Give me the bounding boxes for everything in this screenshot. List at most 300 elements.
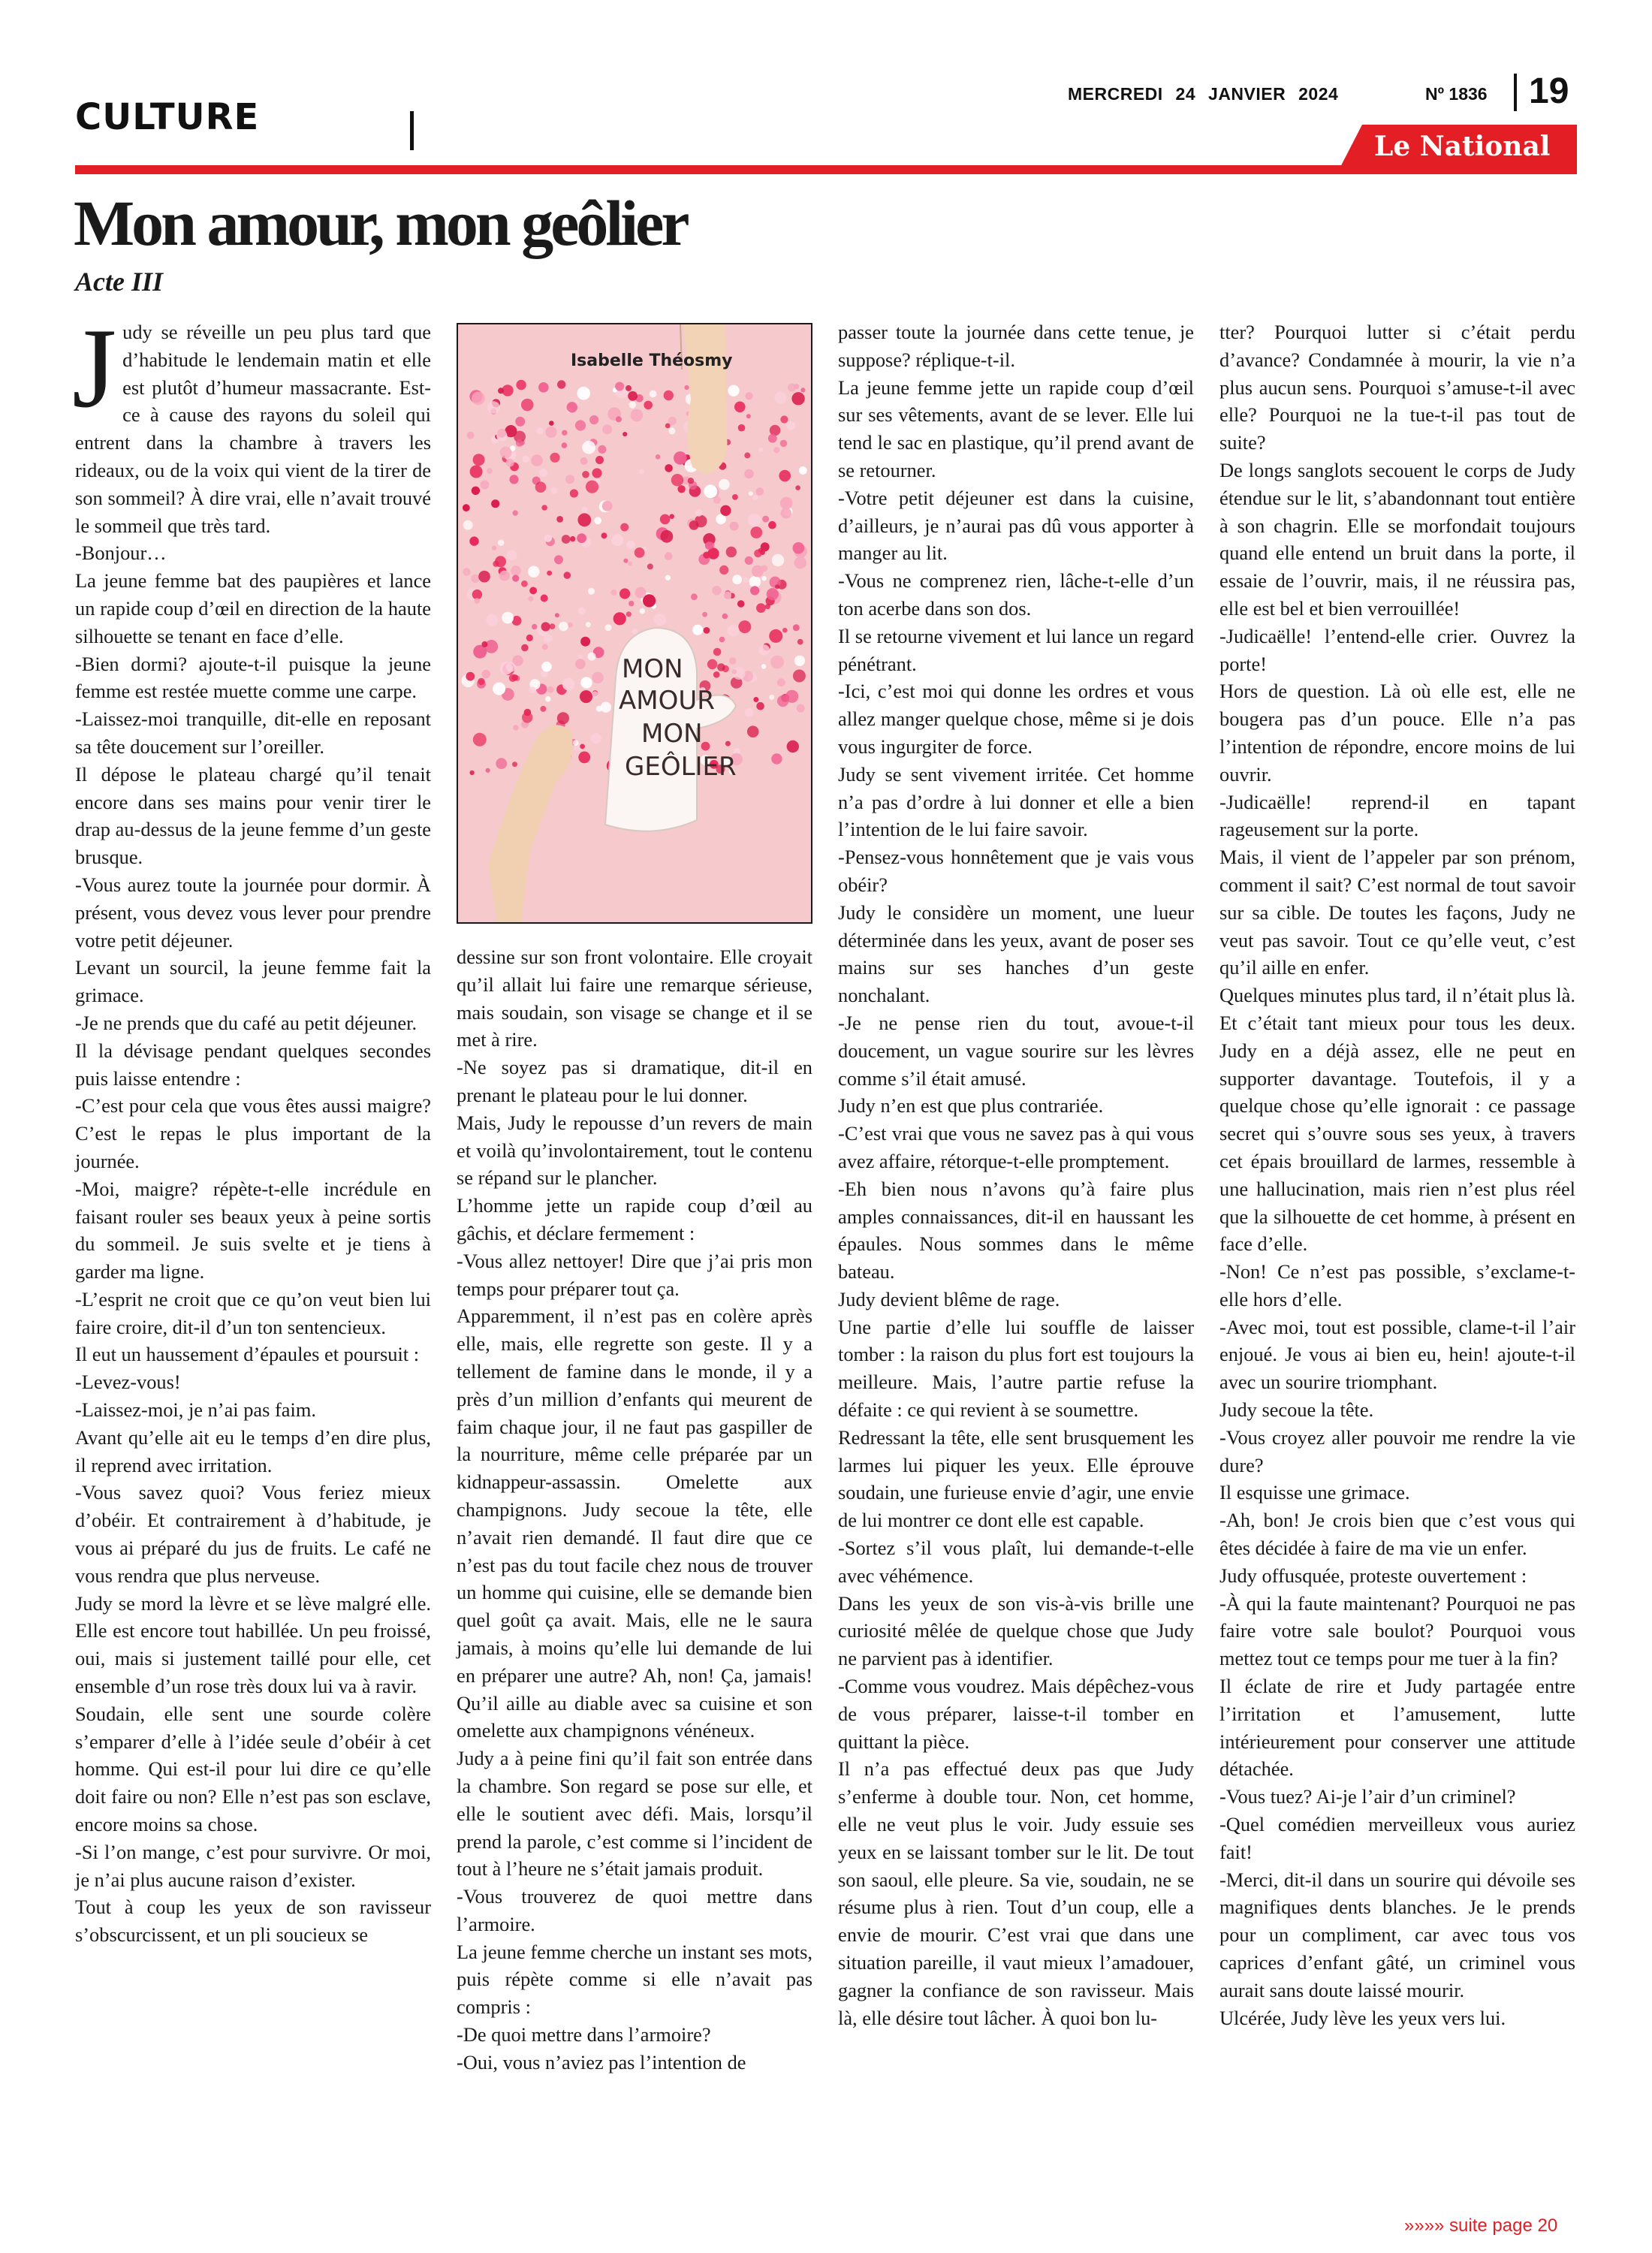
- flower-petal: [671, 474, 683, 486]
- flower-petal: [692, 625, 703, 635]
- article-paragraph: Il esquisse une grimace.: [1219, 1481, 1410, 1504]
- flower-petal: [539, 469, 547, 477]
- article-paragraph: Une partie d’elle lui souffle de laisser tomber : la raison du plus fort est toujours la meilleure. Mais, l’autre partie refuse la défaite : ce qui revient à se soumettre.: [838, 1315, 1194, 1422]
- article-paragraph: -Judicaëlle! reprend-il en tapant rageusement sur la porte.: [1219, 790, 1575, 841]
- article-paragraph: [72, 305, 431, 539]
- flower-petal: [758, 644, 770, 656]
- article-paragraph: Il dépose le plateau chargé qu’il tenait encore dans ses mains pour venir tirer le drap au-dessus de la jeune femme d’un geste brusque.: [75, 762, 431, 869]
- cover-title-line-4: GEÔLIER: [625, 752, 737, 782]
- flower-petal: [582, 507, 588, 513]
- article-paragraph: -Merci, dit-il dans un sourire qui dévoile ses magnifiques dents blanches. Je le prends pour un compliment, car avec tous vos caprices d’enfant gâté, un criminel vous aurait sans doute laissé mourir.: [1219, 1868, 1575, 2001]
- issue-date: MERCREDI 24 JANVIER 2024: [1068, 84, 1339, 104]
- flower-petal: [521, 644, 529, 652]
- flower-petal: [580, 690, 592, 703]
- flower-petal: [592, 468, 601, 478]
- flower-petal: [745, 556, 753, 565]
- flower-petal: [528, 596, 533, 602]
- flower-petal: [502, 612, 514, 624]
- flower-petal: [507, 550, 517, 560]
- article-paragraph: -C’est vrai que vous ne savez pas à qui vous avez affaire, rétorque-t-elle promptement.: [838, 1122, 1194, 1172]
- flower-petal: [737, 600, 745, 608]
- article-paragraph: -Oui, vous n’aviez pas l’intention de: [457, 2050, 746, 2074]
- flower-petal: [580, 744, 585, 749]
- article-paragraph: -Pensez-vous honnêtement que je vais vous obéir?: [838, 846, 1194, 896]
- flower-petal: [481, 481, 490, 490]
- flower-petal: [602, 424, 612, 434]
- article-paragraph: De longs sanglots secouent le corps de Judy étendue sur le lit, s’abandonnant tout entière à son chagrin. Elle se morfondait toujours quand elle entend un bruit dans la porte, il essaie de l’ouvrir, mais, il ne réussira pas, elle est bel et bien verrouillée!: [1219, 458, 1575, 620]
- flower-petal: [556, 516, 563, 523]
- flower-petal: [491, 499, 499, 508]
- flower-petal: [487, 468, 493, 474]
- cover-title-line-3: MON: [641, 719, 703, 749]
- flower-petal: [754, 550, 762, 558]
- flower-petal: [529, 587, 537, 595]
- flower-petal: [674, 451, 687, 465]
- flower-petal: [521, 581, 528, 587]
- flower-petal: [472, 487, 480, 495]
- flower-petal: [601, 702, 611, 713]
- issue-number: Nº 1836: [1425, 84, 1488, 104]
- flower-petal: [492, 546, 496, 550]
- flower-petal: [635, 547, 645, 558]
- flower-petal: [616, 416, 622, 422]
- article-paragraph: -Vous savez quoi? Vous feriez mieux d’obéir. Et contrairement à d’habitude, je vous ai préparé du jus de fruits. Le café ne vous rendra que plus nerveuse.: [75, 1481, 431, 1587]
- article-paragraph: Il n’a pas effectué deux pas que Judy s’enferme à double tour. Non, cet homme, elle ne veut plus le voir. Judy essuie ses yeux en se laissant tomber sur le lit. De tout son saoul, elle pleure. Sa vie, soudain, ne se résume plus à rien. Tout d’un coup, elle a envie de mourir. C’est vrai que dans une situation pareille, il vaut mieux l’amadouer, gagner la confiance de son ravisseur. Mais là, elle désire tout lâcher. À quoi bon lu-: [838, 1757, 1194, 2029]
- flower-petal: [601, 532, 607, 538]
- flower-petal: [773, 447, 779, 453]
- flower-petal: [568, 623, 573, 628]
- flower-petal: [644, 401, 653, 410]
- flower-petal: [526, 635, 533, 641]
- flower-petal: [545, 696, 551, 702]
- flower-petal: [722, 614, 728, 620]
- flower-petal: [578, 608, 586, 615]
- flower-petal: [650, 391, 657, 398]
- flower-petal: [473, 733, 487, 746]
- flower-petal: [466, 672, 475, 681]
- article-paragraph: La jeune femme bat des paupières et lance un rapide coup d’œil en direction de la haute silhouette se tenant en face d’elle.: [75, 569, 431, 647]
- flower-petal: [493, 561, 499, 567]
- flower-petal: [472, 392, 485, 406]
- flower-petal: [732, 669, 737, 674]
- flower-petal: [564, 572, 571, 579]
- flower-petal: [469, 771, 474, 775]
- article-paragraph: -À qui la faute maintenant? Pourquoi ne pas faire votre sale boulot? Pourquoi vous mettez tout ce temps pour me tuer à la fin?: [1219, 1591, 1575, 1670]
- flower-petal: [749, 491, 753, 496]
- article-paragraph: -L’esprit ne croit que ce qu’on veut bien lui faire croire, dit-il d’un ton sentencieux.: [75, 1287, 431, 1338]
- flower-petal: [573, 740, 579, 746]
- flower-petal: [753, 697, 758, 702]
- flower-petal: [605, 624, 612, 631]
- flower-petal: [730, 522, 739, 531]
- flower-petal: [777, 678, 785, 686]
- flower-petal: [661, 530, 674, 543]
- flower-petal: [746, 414, 751, 418]
- flower-petal: [780, 415, 788, 423]
- article-paragraph: tter? Pourquoi lutter si c’était perdu d’avance? Condamnée à mourir, la vie n’a plus aucun sens. Pourquoi s’amuse-t-il avec elle? Pourquoi ne la tue-t-il pas tout de suite?: [1219, 321, 1575, 454]
- flower-petal: [626, 540, 635, 549]
- flower-petal: [719, 566, 728, 575]
- article-paragraph: Apparemment, il n’est pas en colère après elle, mais, elle regrette son geste. Il y a tellement de famine dans le monde, il y a près d’un million d’enfants qui meurent de faim chaque jour, il ne faut pas gaspiller de la nourriture, même celle préparée par un kidnappeur-assassin. Omelette aux champignons. Judy secoue la tête, elle n’avait rien demandé. Il faut dire que ce n’est pas du tout facile chez nous de trouver un homme qui cuisine, elle se demande bien quel goût ça avait. Mais, elle ne le saura jamais, à moins qu’elle lui demande de lui en préparer une autre? Ah, non! Ça, jamais! Qu’il aille au diable avec sa cuisine et son omelette aux champignons vénéneux.: [457, 1304, 812, 1742]
- flower-petal: [555, 613, 559, 617]
- flower-petal: [540, 706, 546, 712]
- flower-petal: [628, 561, 632, 566]
- flower-petal: [762, 516, 769, 523]
- flower-petal: [549, 421, 554, 426]
- flower-petal: [799, 466, 807, 475]
- section-separator: [410, 111, 414, 150]
- flower-petal: [794, 656, 805, 666]
- flower-petal: [793, 624, 800, 631]
- flower-petal: [513, 510, 518, 515]
- flower-petal: [797, 639, 803, 645]
- flower-petal: [626, 385, 632, 391]
- article-paragraph: Judy n’en est que plus contrariée.: [838, 1094, 1104, 1117]
- article-paragraph: -Eh bien nous n’avons qu’à faire plus amples connaissances, dit-il en haussant les épaules. Nous sommes dans le même bateau.: [838, 1177, 1194, 1283]
- article-paragraph: -Je ne prends que du café au petit déjeuner.: [75, 1011, 418, 1034]
- article-paragraph: Ulcérée, Judy lève les yeux vers lui.: [1219, 2006, 1506, 2029]
- flower-petal: [704, 484, 717, 498]
- flower-petal: [788, 384, 796, 392]
- flower-petal: [713, 496, 721, 504]
- flower-petal: [532, 624, 537, 629]
- flower-petal: [688, 478, 694, 484]
- flower-petal: [506, 459, 514, 467]
- flower-petal: [705, 541, 713, 550]
- flower-petal: [499, 571, 510, 581]
- article-paragraph: Dans les yeux de son vis-à-vis brille une curiosité mêlée de quelque chose que Judy ne parvient pas à identifier.: [838, 1591, 1194, 1670]
- flower-petal: [588, 653, 596, 661]
- flower-petal: [550, 453, 559, 463]
- flower-petal: [689, 520, 699, 530]
- flower-petal: [770, 656, 784, 669]
- flower-petal: [586, 622, 591, 627]
- article-column-3: [838, 318, 1194, 2031]
- article-paragraph: -Comme vous voudrez. Mais dépêchez-vous de vous préparer, laisse-t-il tomber en quittant la pièce.: [838, 1675, 1194, 1753]
- flower-petal: [544, 635, 552, 643]
- flower-petal: [602, 501, 613, 511]
- article-paragraph: Hors de question. Là où elle est, elle ne bougera pas d’un pouce. Elle n’a pas l’intention de répondre, encore moins de lui ouvrir.: [1219, 680, 1575, 786]
- flower-petal: [738, 620, 751, 633]
- flower-petal: [684, 385, 689, 390]
- flower-petal: [758, 448, 763, 452]
- flower-petal: [769, 695, 774, 700]
- article-paragraph: Il éclate de rire et Judy partagée entre l’irritation et l’amusement, lutte intérieurement pour conserver une attitude détachée.: [1219, 1675, 1575, 1781]
- flower-petal: [780, 497, 793, 510]
- article-paragraph: -Ici, c’est moi qui donne les ordres et vous allez manger quelque chose, même si je dois vous ingurgiter de force.: [838, 680, 1194, 758]
- flower-petal: [580, 677, 592, 688]
- flower-petal: [728, 385, 739, 397]
- flower-petal: [550, 487, 557, 494]
- article-paragraph: Judy a à peine fini qu’il fait son entrée dans la chambre. Son regard se pose sur elle, et elle le soutient avec défi. Mais, lorsqu’il prend la parole, c’est comme si l’incident de tout à l’heure ne s’était jamais produit.: [457, 1747, 812, 1881]
- flower-petal: [473, 454, 485, 466]
- article-column-4: [1219, 318, 1575, 2031]
- cover-title-line-2: AMOUR: [619, 686, 715, 716]
- flower-petal: [469, 536, 478, 545]
- flower-petal: [756, 487, 764, 496]
- page-number: 19: [1529, 71, 1569, 111]
- flower-petal: [567, 402, 577, 412]
- flower-petal: [516, 380, 526, 390]
- flower-petal: [629, 601, 634, 606]
- flower-petal: [665, 552, 673, 560]
- flower-petal: [613, 612, 626, 625]
- flower-petal: [463, 520, 473, 530]
- article-paragraph: Avant qu’elle ait eu le temps d’en dire plus, il reprend avec irritation.: [75, 1425, 431, 1476]
- flower-petal: [511, 566, 521, 576]
- article-title: Mon amour, mon geôlier: [74, 187, 687, 259]
- article-paragraph: -Ne soyez pas si dramatique, dit-il en prenant le plateau pour le lui donner.: [457, 1056, 812, 1106]
- article-paragraph: Judy le considère un moment, une lueur déterminée dans les yeux, avant de poser ses mains sur ses hanches d’un geste nonchalant.: [838, 900, 1194, 1007]
- flower-petal: [591, 733, 601, 743]
- article-paragraph: -De quoi mettre dans l’armoire?: [457, 2023, 711, 2046]
- flower-petal: [615, 382, 624, 391]
- article-paragraph: -Avec moi, tout est possible, clame-t-il l’air enjoué. Je vous ai bien eu, hein! ajoute-t-il avec un sourire triomphant.: [1219, 1315, 1575, 1394]
- article-paragraph: -Je ne pense rien du tout, avoue-t-il doucement, un vague sourire sur les lèvres comme s’il était amusé.: [838, 1011, 1194, 1090]
- article-paragraph: Judy devient blême de rage.: [838, 1287, 1060, 1310]
- flower-petal: [575, 420, 586, 430]
- flower-petal: [547, 686, 554, 693]
- flower-petal: [611, 534, 623, 546]
- flower-petal: [726, 547, 737, 557]
- flower-petal: [542, 644, 548, 650]
- flower-petal: [747, 725, 759, 737]
- flower-petal: [719, 479, 730, 490]
- flower-petal: [748, 514, 761, 526]
- article-paragraph: -Vous aurez toute la journée pour dormir. À présent, vous devez vous lever pour prendre votre petit déjeuner.: [75, 873, 431, 952]
- flower-petal: [509, 475, 518, 484]
- article-paragraph: Il eut un haussement d’épaules et poursuit :: [75, 1343, 420, 1366]
- flower-petal: [470, 466, 483, 478]
- flower-petal: [577, 387, 590, 400]
- flower-petal: [498, 429, 507, 438]
- article-paragraph: Redressant la tête, elle sent brusquement les larmes lui piquer les yeux. Elle éprouve soudain, une furieuse envie d’agir, une envie de lui montrer ce dont elle est capable.: [838, 1425, 1194, 1532]
- article-paragraph: -Bien dormi? ajoute-t-il puisque la jeune femme est restée muette comme une carpe.: [75, 652, 431, 703]
- flower-petal: [595, 456, 604, 464]
- flower-petal: [647, 563, 653, 569]
- newspaper-name: Le National: [1374, 131, 1551, 162]
- flower-petal: [768, 434, 777, 443]
- flower-petal: [738, 424, 746, 432]
- article-paragraph: -Quel comédien merveilleux vous auriez fait!: [1219, 1813, 1575, 1863]
- flower-petal: [620, 523, 629, 532]
- article-paragraph: -Sortez s’il vous plaît, lui demande-t-elle avec véhémence.: [838, 1537, 1194, 1587]
- flower-petal: [598, 445, 606, 454]
- flower-petal: [793, 542, 805, 554]
- article-paragraph: passer toute la journée dans cette tenue, je suppose? réplique-t-il.: [838, 321, 1194, 371]
- flower-petal: [771, 753, 782, 764]
- article-paragraph-text: udy se réveille un peu plus tard que d’habitude le lendemain matin et elle est plutôt d’humeur massacrante. Est-ce à cause des rayons du soleil qui entrent dans la chambre à travers les rideaux, ou de la voix qui vient de la tirer de son sommeil? À dire vrai, elle n’avait trouvé le sommeil que très tard.: [75, 321, 431, 537]
- flower-petal: [777, 695, 788, 707]
- flower-petal: [594, 517, 601, 524]
- flower-petal: [472, 590, 482, 599]
- book-cover-illustration: [458, 324, 811, 922]
- flower-petal: [578, 752, 590, 764]
- flower-petal: [704, 627, 710, 634]
- article-paragraph: -Bonjour…: [75, 541, 167, 565]
- flower-petal: [668, 417, 677, 425]
- article-column-1: [72, 305, 431, 1949]
- flower-petal: [780, 440, 788, 448]
- article-paragraph: La jeune femme cherche un instant ses mots, puis répète comme si elle n’avait pas compris :: [457, 1940, 812, 2019]
- flower-petal: [793, 670, 806, 683]
- article-paragraph: -Vous croyez aller pouvoir me rendre la vie dure?: [1219, 1425, 1575, 1476]
- article-paragraph: Il la dévisage pendant quelques secondes puis laisse entendre :: [75, 1039, 431, 1090]
- flower-petal: [664, 391, 674, 400]
- flower-petal: [565, 475, 574, 484]
- flower-petal: [750, 526, 762, 538]
- flower-petal: [582, 471, 589, 478]
- flower-petal: [752, 495, 758, 500]
- flower-petal: [570, 536, 575, 541]
- flower-petal: [550, 623, 556, 629]
- flower-petal: [512, 674, 518, 680]
- article-paragraph: -Ah, bon! Je crois bien que c’est vous qui êtes décidée à faire de ma vie un enfer.: [1219, 1509, 1575, 1560]
- flower-petal: [725, 741, 731, 746]
- flower-petal: [660, 514, 671, 525]
- flower-petal: [695, 509, 703, 517]
- flower-petal: [580, 637, 590, 647]
- flower-petal: [767, 588, 779, 600]
- article-paragraph: -Vous ne comprenez rien, lâche-t-elle d’un ton acerbe dans son dos.: [838, 569, 1194, 620]
- cover-title-line-1: MON: [622, 654, 683, 684]
- flower-petal: [761, 664, 767, 669]
- article-column-2: [457, 943, 812, 2077]
- flower-petal: [656, 454, 661, 460]
- article-paragraph: Il se retourne vivement et lui lance un regard pénétrant.: [838, 624, 1194, 675]
- flower-petal: [620, 588, 630, 599]
- flower-petal: [787, 740, 799, 753]
- article-paragraph: L’homme jette un rapide coup d’œil au gâchis, et déclare fermement :: [457, 1194, 812, 1244]
- flower-petal: [734, 402, 746, 413]
- article-paragraph: -C’est pour cela que vous êtes aussi maigre? C’est le repas le plus important de la journée.: [75, 1094, 431, 1172]
- article-paragraph: -Laissez-moi, je n’ai pas faim.: [75, 1398, 316, 1422]
- article-paragraph: Levant un sourcil, la jeune femme fait la grimace.: [75, 956, 431, 1007]
- flower-petal: [592, 691, 598, 698]
- flower-petal: [528, 566, 539, 578]
- article-paragraph: Mais, Judy le repousse d’un revers de main et voilà qu’involontairement, tout le contenu se répand sur le plancher.: [457, 1111, 812, 1190]
- flower-petal: [691, 593, 698, 600]
- flower-petal: [654, 614, 666, 626]
- flower-petal: [577, 513, 591, 526]
- book-author: Isabelle Théosmy: [571, 351, 733, 370]
- flower-petal: [481, 641, 487, 647]
- flower-petal: [749, 576, 761, 588]
- flower-petal: [463, 568, 470, 575]
- flower-petal: [677, 485, 685, 493]
- flower-petal: [795, 485, 800, 490]
- flower-petal: [541, 505, 547, 511]
- flower-petal: [589, 415, 598, 424]
- page-number-separator: [1514, 74, 1517, 111]
- flower-petal: [521, 399, 534, 412]
- flower-petal: [500, 447, 512, 459]
- article-paragraph: -Vous tuez? Ai-je l’air d’un criminel?: [1219, 1785, 1516, 1808]
- flower-petal: [512, 762, 517, 767]
- flower-petal: [487, 401, 500, 414]
- article-paragraph: -Vous trouverez de quoi mettre dans l’armoire.: [457, 1885, 812, 1935]
- flower-petal: [557, 380, 565, 388]
- flower-petal: [475, 598, 480, 603]
- section-label: CULTURE: [75, 96, 260, 138]
- continued-on-page: »»»» suite page 20: [1404, 2215, 1558, 2236]
- flower-petal: [623, 432, 627, 436]
- flower-petal: [752, 566, 764, 578]
- flower-petal: [577, 533, 586, 543]
- article-paragraph: Quelques minutes plus tard, il n’était plus là. Et c’était tant mieux pour tous les deux. Judy en a déjà assez, elle ne peut en supporter davantage. Toutefois, il y a quelque chose qu’elle ignorait : ce passage secret qui s’ouvre sous ses yeux, à travers cet épais brouillard de larmes, ressemble à une hallucination, mais rien n’est plus réel que la silhouette de cet homme, à présent en face d’elle.: [1219, 984, 1575, 1256]
- flower-petal: [486, 768, 490, 773]
- flower-petal: [800, 388, 805, 392]
- article-paragraph: -Levez-vous!: [75, 1371, 181, 1394]
- article-paragraph: -Vous allez nettoyer! Dire que j’ai pris mon temps pour préparer tout ça.: [457, 1249, 812, 1300]
- article-paragraph: Judy se sent vivement irritée. Cet homme n’a pas d’ordre à lui donner et elle a bien l’intention de le lui faire savoir.: [838, 762, 1194, 841]
- article-paragraph: -Votre petit déjeuner est dans la cuisine, d’ailleurs, je n’aurai pas dû vous apporter à manger au lit.: [838, 486, 1194, 565]
- flower-petal: [535, 481, 547, 493]
- flower-petal: [582, 441, 595, 454]
- flower-petal: [496, 758, 507, 769]
- flower-petal: [732, 494, 738, 500]
- article-paragraph: -Si l’on mange, c’est pour survivre. Or moi, je n’ai plus aucune raison d’exister.: [75, 1840, 431, 1891]
- article-paragraph: Tout à coup les yeux de son ravisseur s’obscurcissent, et un pli soucieux se: [75, 1896, 431, 1947]
- flower-petal: [782, 628, 788, 633]
- flower-petal: [554, 555, 563, 564]
- flower-petal: [665, 464, 673, 472]
- flower-petal: [467, 432, 475, 439]
- flower-petal: [498, 388, 504, 394]
- flower-petal: [668, 427, 675, 434]
- article-paragraph: dessine sur son front volontaire. Elle croyait qu’il allait lui faire une remarque sérieuse, mais soudain, son visage se change et il se met à rire.: [457, 946, 812, 1051]
- flower-petal: [486, 614, 498, 626]
- flower-petal: [743, 578, 749, 584]
- flower-petal: [523, 456, 529, 463]
- flower-petal: [729, 657, 736, 664]
- flower-petal: [610, 590, 616, 596]
- flower-petal: [728, 625, 740, 637]
- article-paragraph: Judy offusquée, proteste ouvertement :: [1219, 1564, 1527, 1587]
- flower-petal: [544, 535, 552, 542]
- flower-petal: [515, 417, 525, 427]
- flower-petal: [719, 637, 725, 643]
- flower-petal: [586, 481, 598, 493]
- flower-petal: [626, 611, 632, 617]
- article-subtitle: Acte III: [75, 267, 163, 297]
- flower-petal: [531, 454, 542, 466]
- flower-petal: [592, 672, 603, 683]
- flower-petal: [538, 382, 549, 393]
- flower-petal: [720, 505, 731, 516]
- flower-petal: [781, 508, 791, 518]
- flower-petal: [779, 470, 791, 482]
- flower-petal: [541, 662, 552, 672]
- flower-petal: [756, 702, 764, 710]
- flower-petal: [570, 489, 578, 497]
- flower-petal: [639, 469, 644, 475]
- book-cover-image: [457, 323, 812, 924]
- flower-petal: [478, 678, 484, 685]
- flower-petal: [631, 409, 644, 422]
- flower-petal: [717, 663, 725, 671]
- flower-petal: [541, 595, 548, 602]
- flower-petal: [547, 571, 552, 576]
- flower-petal: [578, 654, 583, 659]
- flower-petal: [562, 535, 571, 544]
- flower-petal: [756, 603, 766, 613]
- flower-petal: [745, 392, 752, 400]
- flower-petal: [702, 612, 707, 617]
- flower-petal: [775, 584, 779, 589]
- article-paragraph: -Judicaëlle! l’entend-elle crier. Ouvrez la porte!: [1219, 624, 1575, 675]
- flower-petal: [750, 586, 759, 595]
